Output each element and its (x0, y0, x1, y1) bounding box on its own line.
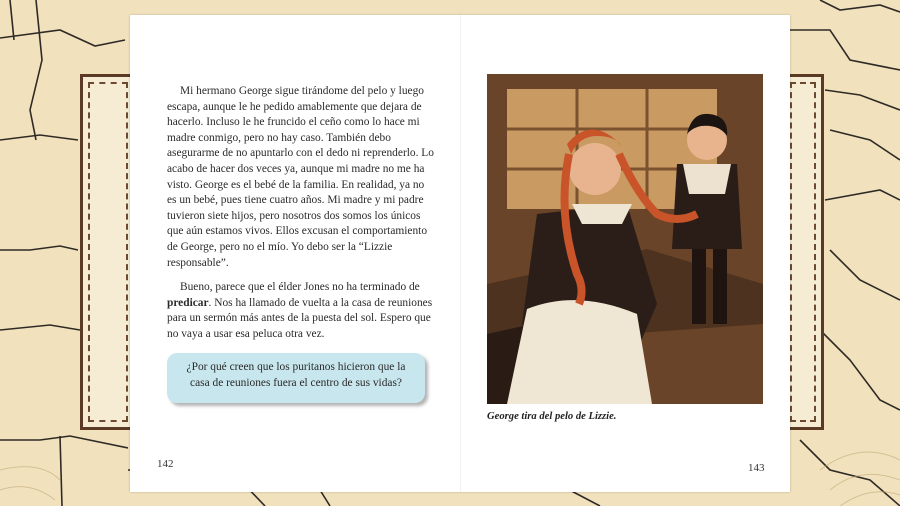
decorative-frame-left (80, 74, 136, 430)
story-illustration (487, 74, 763, 404)
story-text (167, 84, 435, 352)
question-box: ¿Por qué creen que los puritanos hicieron que la casa de reuniones fuera el centro de sus vidas? (167, 353, 425, 403)
illustration-caption: George tira del pelo de Lizzie. (487, 411, 617, 422)
paragraph-1: Mi hermano George sigue tirándome del pelo y luego escapa, aunque le he pedido amablemente que dejara de hacerlo. Incluso le he fruncido el ceño como lo hace mi madre conmigo, pero no hay caso. También debo asegurarme de no apuntarlo con el dedo ni reprenderlo. Lo acabo de hacer dos veces ya, aunque mi madre no me ha visto. George es el bebé de la familia. En realidad, ya no es un bebé, pues tiene cuatro años. Mi madre y mi padre tuvieron siete hijos, pero nosotros dos somos los únicos que aún estamos vivos. Ellos excusan el comportamiento de George, pero no el mío. Yo debo ser la “Lizzie responsable”. (167, 85, 434, 269)
page-number-right: 143 (748, 462, 765, 474)
page-gutter (460, 15, 461, 492)
book-spread (130, 15, 790, 492)
page-number-left: 142 (157, 458, 174, 470)
vocabulary-word: predicar (167, 296, 209, 309)
paragraph-2: Bueno, parece que el élder Jones no ha terminado de predicar. Nos ha llamado de vuelta a la casa de reuniones para un sermón más antes de la puesta del sol. Espero que no vaya a usar esa peluca otra vez. (167, 281, 433, 340)
